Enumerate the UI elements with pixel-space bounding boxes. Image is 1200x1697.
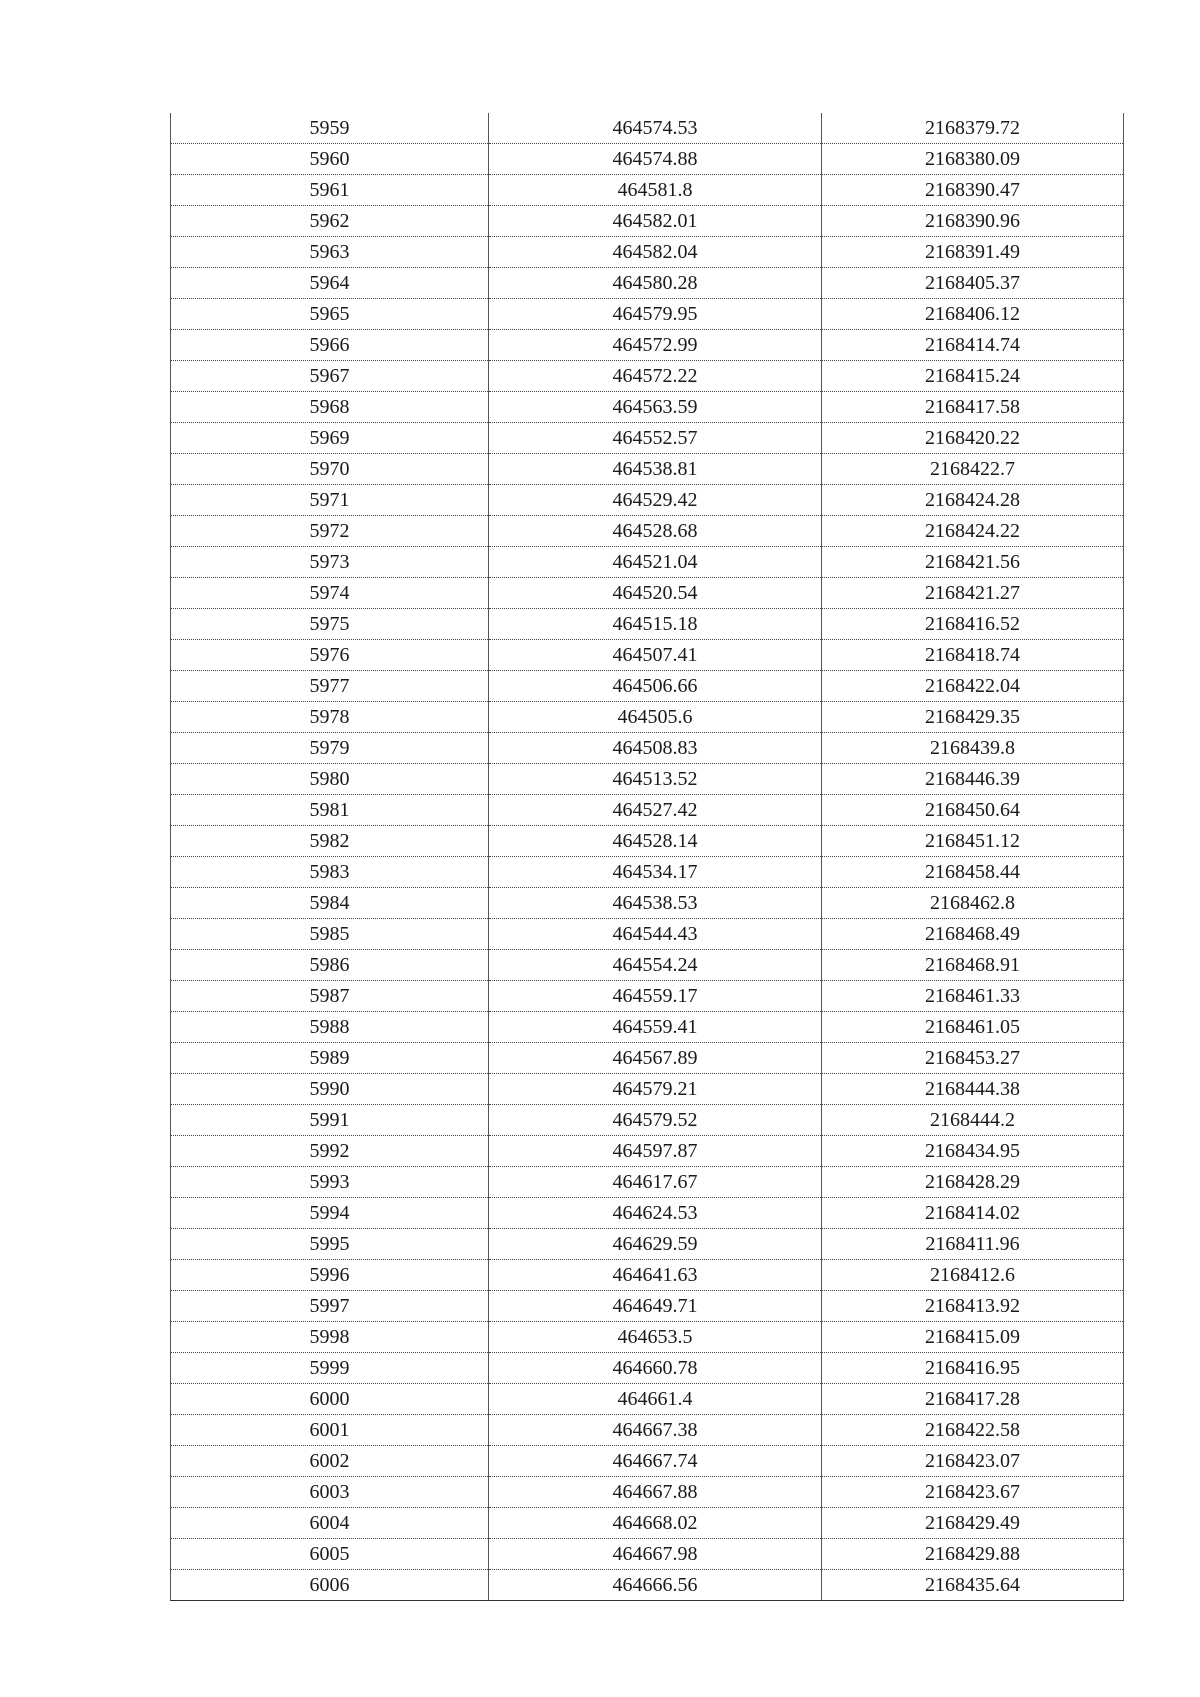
table-row xyxy=(171,733,1124,764)
point-number-cell: 5973 xyxy=(171,547,489,578)
y-coordinate-cell: 2168446.39 xyxy=(822,764,1124,795)
x-coordinate-cell: 464667.88 xyxy=(489,1477,822,1508)
table-row xyxy=(171,485,1124,516)
table-row xyxy=(171,206,1124,237)
table-row xyxy=(171,671,1124,702)
point-number-cell: 5981 xyxy=(171,795,489,826)
y-coordinate-cell: 2168412.6 xyxy=(822,1260,1124,1291)
x-coordinate-cell: 464554.24 xyxy=(489,950,822,981)
x-coordinate-cell: 464667.98 xyxy=(489,1539,822,1570)
y-coordinate-cell: 2168462.8 xyxy=(822,888,1124,919)
y-coordinate-cell: 2168453.27 xyxy=(822,1043,1124,1074)
table-row xyxy=(171,1136,1124,1167)
x-coordinate-cell: 464552.57 xyxy=(489,423,822,454)
point-number-cell: 5990 xyxy=(171,1074,489,1105)
table-row xyxy=(171,1012,1124,1043)
table-row xyxy=(171,1570,1124,1601)
y-coordinate-cell: 2168411.96 xyxy=(822,1229,1124,1260)
x-coordinate-cell: 464580.28 xyxy=(489,268,822,299)
point-number-cell: 5998 xyxy=(171,1322,489,1353)
y-coordinate-cell: 2168450.64 xyxy=(822,795,1124,826)
y-coordinate-cell: 2168420.22 xyxy=(822,423,1124,454)
x-coordinate-cell: 464508.83 xyxy=(489,733,822,764)
table-row xyxy=(171,454,1124,485)
x-coordinate-cell: 464559.41 xyxy=(489,1012,822,1043)
table-row xyxy=(171,299,1124,330)
y-coordinate-cell: 2168413.92 xyxy=(822,1291,1124,1322)
table-row xyxy=(171,516,1124,547)
y-coordinate-cell: 2168439.8 xyxy=(822,733,1124,764)
table-row xyxy=(171,981,1124,1012)
coordinate-table xyxy=(170,113,1124,1601)
point-number-cell: 5988 xyxy=(171,1012,489,1043)
y-coordinate-cell: 2168444.38 xyxy=(822,1074,1124,1105)
y-coordinate-cell: 2168379.72 xyxy=(822,113,1124,144)
table-row xyxy=(171,1105,1124,1136)
point-number-cell: 5993 xyxy=(171,1167,489,1198)
point-number-cell: 5983 xyxy=(171,857,489,888)
x-coordinate-cell: 464582.01 xyxy=(489,206,822,237)
y-coordinate-cell: 2168422.58 xyxy=(822,1415,1124,1446)
table-row xyxy=(171,1167,1124,1198)
x-coordinate-cell: 464563.59 xyxy=(489,392,822,423)
x-coordinate-cell: 464559.17 xyxy=(489,981,822,1012)
y-coordinate-cell: 2168417.28 xyxy=(822,1384,1124,1415)
point-number-cell: 5995 xyxy=(171,1229,489,1260)
table-row xyxy=(171,1260,1124,1291)
y-coordinate-cell: 2168468.91 xyxy=(822,950,1124,981)
x-coordinate-cell: 464579.52 xyxy=(489,1105,822,1136)
table-row xyxy=(171,144,1124,175)
table-row xyxy=(171,950,1124,981)
table-row xyxy=(171,578,1124,609)
table-row xyxy=(171,1291,1124,1322)
point-number-cell: 5969 xyxy=(171,423,489,454)
point-number-cell: 5967 xyxy=(171,361,489,392)
table-row xyxy=(171,609,1124,640)
table-row xyxy=(171,423,1124,454)
y-coordinate-cell: 2168405.37 xyxy=(822,268,1124,299)
y-coordinate-cell: 2168428.29 xyxy=(822,1167,1124,1198)
table-row xyxy=(171,268,1124,299)
table-row xyxy=(171,392,1124,423)
point-number-cell: 5959 xyxy=(171,113,489,144)
y-coordinate-cell: 2168422.04 xyxy=(822,671,1124,702)
x-coordinate-cell: 464579.95 xyxy=(489,299,822,330)
x-coordinate-cell: 464660.78 xyxy=(489,1353,822,1384)
table-row xyxy=(171,764,1124,795)
point-number-cell: 5987 xyxy=(171,981,489,1012)
table-row xyxy=(171,237,1124,268)
point-number-cell: 5996 xyxy=(171,1260,489,1291)
y-coordinate-cell: 2168423.67 xyxy=(822,1477,1124,1508)
x-coordinate-cell: 464641.63 xyxy=(489,1260,822,1291)
y-coordinate-cell: 2168424.28 xyxy=(822,485,1124,516)
point-number-cell: 6003 xyxy=(171,1477,489,1508)
x-coordinate-cell: 464661.4 xyxy=(489,1384,822,1415)
x-coordinate-cell: 464666.56 xyxy=(489,1570,822,1601)
x-coordinate-cell: 464668.02 xyxy=(489,1508,822,1539)
table-row xyxy=(171,1508,1124,1539)
point-number-cell: 5960 xyxy=(171,144,489,175)
y-coordinate-cell: 2168429.35 xyxy=(822,702,1124,733)
table-row xyxy=(171,1074,1124,1105)
y-coordinate-cell: 2168429.88 xyxy=(822,1539,1124,1570)
table-row xyxy=(171,1043,1124,1074)
y-coordinate-cell: 2168422.7 xyxy=(822,454,1124,485)
coordinate-table-body xyxy=(171,113,1124,1601)
table-row xyxy=(171,857,1124,888)
table-row xyxy=(171,175,1124,206)
y-coordinate-cell: 2168461.33 xyxy=(822,981,1124,1012)
y-coordinate-cell: 2168406.12 xyxy=(822,299,1124,330)
y-coordinate-cell: 2168390.47 xyxy=(822,175,1124,206)
y-coordinate-cell: 2168390.96 xyxy=(822,206,1124,237)
point-number-cell: 5980 xyxy=(171,764,489,795)
point-number-cell: 5985 xyxy=(171,919,489,950)
point-number-cell: 5963 xyxy=(171,237,489,268)
table-row xyxy=(171,1415,1124,1446)
x-coordinate-cell: 464521.04 xyxy=(489,547,822,578)
x-coordinate-cell: 464567.89 xyxy=(489,1043,822,1074)
table-row xyxy=(171,1384,1124,1415)
point-number-cell: 5984 xyxy=(171,888,489,919)
y-coordinate-cell: 2168414.74 xyxy=(822,330,1124,361)
point-number-cell: 5978 xyxy=(171,702,489,733)
point-number-cell: 5961 xyxy=(171,175,489,206)
y-coordinate-cell: 2168434.95 xyxy=(822,1136,1124,1167)
y-coordinate-cell: 2168421.27 xyxy=(822,578,1124,609)
point-number-cell: 5992 xyxy=(171,1136,489,1167)
y-coordinate-cell: 2168424.22 xyxy=(822,516,1124,547)
x-coordinate-cell: 464629.59 xyxy=(489,1229,822,1260)
y-coordinate-cell: 2168429.49 xyxy=(822,1508,1124,1539)
y-coordinate-cell: 2168391.49 xyxy=(822,237,1124,268)
y-coordinate-cell: 2168417.58 xyxy=(822,392,1124,423)
point-number-cell: 6006 xyxy=(171,1570,489,1601)
x-coordinate-cell: 464528.68 xyxy=(489,516,822,547)
table-row xyxy=(171,547,1124,578)
table-row xyxy=(171,1539,1124,1570)
x-coordinate-cell: 464624.53 xyxy=(489,1198,822,1229)
table-row xyxy=(171,1353,1124,1384)
point-number-cell: 5971 xyxy=(171,485,489,516)
point-number-cell: 6005 xyxy=(171,1539,489,1570)
y-coordinate-cell: 2168414.02 xyxy=(822,1198,1124,1229)
point-number-cell: 5997 xyxy=(171,1291,489,1322)
x-coordinate-cell: 464653.5 xyxy=(489,1322,822,1353)
point-number-cell: 5989 xyxy=(171,1043,489,1074)
table-row xyxy=(171,1446,1124,1477)
point-number-cell: 5974 xyxy=(171,578,489,609)
point-number-cell: 5964 xyxy=(171,268,489,299)
point-number-cell: 5975 xyxy=(171,609,489,640)
x-coordinate-cell: 464515.18 xyxy=(489,609,822,640)
point-number-cell: 5972 xyxy=(171,516,489,547)
table-row xyxy=(171,640,1124,671)
y-coordinate-cell: 2168416.52 xyxy=(822,609,1124,640)
y-coordinate-cell: 2168461.05 xyxy=(822,1012,1124,1043)
point-number-cell: 5965 xyxy=(171,299,489,330)
x-coordinate-cell: 464534.17 xyxy=(489,857,822,888)
point-number-cell: 5979 xyxy=(171,733,489,764)
y-coordinate-cell: 2168415.09 xyxy=(822,1322,1124,1353)
x-coordinate-cell: 464617.67 xyxy=(489,1167,822,1198)
point-number-cell: 5962 xyxy=(171,206,489,237)
y-coordinate-cell: 2168415.24 xyxy=(822,361,1124,392)
x-coordinate-cell: 464581.8 xyxy=(489,175,822,206)
point-number-cell: 6004 xyxy=(171,1508,489,1539)
table-row xyxy=(171,361,1124,392)
table-row xyxy=(171,1229,1124,1260)
table-row xyxy=(171,888,1124,919)
x-coordinate-cell: 464538.81 xyxy=(489,454,822,485)
point-number-cell: 5991 xyxy=(171,1105,489,1136)
table-row xyxy=(171,1198,1124,1229)
table-row xyxy=(171,1322,1124,1353)
y-coordinate-cell: 2168380.09 xyxy=(822,144,1124,175)
point-number-cell: 6001 xyxy=(171,1415,489,1446)
table-row xyxy=(171,1477,1124,1508)
table-row xyxy=(171,113,1124,144)
y-coordinate-cell: 2168444.2 xyxy=(822,1105,1124,1136)
point-number-cell: 5999 xyxy=(171,1353,489,1384)
x-coordinate-cell: 464667.38 xyxy=(489,1415,822,1446)
x-coordinate-cell: 464574.88 xyxy=(489,144,822,175)
y-coordinate-cell: 2168468.49 xyxy=(822,919,1124,950)
point-number-cell: 5968 xyxy=(171,392,489,423)
point-number-cell: 5976 xyxy=(171,640,489,671)
point-number-cell: 6000 xyxy=(171,1384,489,1415)
point-number-cell: 5982 xyxy=(171,826,489,857)
y-coordinate-cell: 2168421.56 xyxy=(822,547,1124,578)
x-coordinate-cell: 464572.99 xyxy=(489,330,822,361)
x-coordinate-cell: 464505.6 xyxy=(489,702,822,733)
x-coordinate-cell: 464528.14 xyxy=(489,826,822,857)
y-coordinate-cell: 2168451.12 xyxy=(822,826,1124,857)
x-coordinate-cell: 464529.42 xyxy=(489,485,822,516)
x-coordinate-cell: 464544.43 xyxy=(489,919,822,950)
x-coordinate-cell: 464582.04 xyxy=(489,237,822,268)
x-coordinate-cell: 464649.71 xyxy=(489,1291,822,1322)
point-number-cell: 5966 xyxy=(171,330,489,361)
table-row xyxy=(171,919,1124,950)
table-row xyxy=(171,702,1124,733)
x-coordinate-cell: 464574.53 xyxy=(489,113,822,144)
y-coordinate-cell: 2168458.44 xyxy=(822,857,1124,888)
x-coordinate-cell: 464520.54 xyxy=(489,578,822,609)
x-coordinate-cell: 464597.87 xyxy=(489,1136,822,1167)
table-row xyxy=(171,795,1124,826)
table-row xyxy=(171,826,1124,857)
x-coordinate-cell: 464572.22 xyxy=(489,361,822,392)
x-coordinate-cell: 464579.21 xyxy=(489,1074,822,1105)
y-coordinate-cell: 2168435.64 xyxy=(822,1570,1124,1601)
x-coordinate-cell: 464667.74 xyxy=(489,1446,822,1477)
x-coordinate-cell: 464507.41 xyxy=(489,640,822,671)
x-coordinate-cell: 464513.52 xyxy=(489,764,822,795)
y-coordinate-cell: 2168423.07 xyxy=(822,1446,1124,1477)
point-number-cell: 5986 xyxy=(171,950,489,981)
x-coordinate-cell: 464506.66 xyxy=(489,671,822,702)
x-coordinate-cell: 464527.42 xyxy=(489,795,822,826)
point-number-cell: 5994 xyxy=(171,1198,489,1229)
y-coordinate-cell: 2168418.74 xyxy=(822,640,1124,671)
point-number-cell: 5970 xyxy=(171,454,489,485)
point-number-cell: 5977 xyxy=(171,671,489,702)
y-coordinate-cell: 2168416.95 xyxy=(822,1353,1124,1384)
x-coordinate-cell: 464538.53 xyxy=(489,888,822,919)
table-row xyxy=(171,330,1124,361)
point-number-cell: 6002 xyxy=(171,1446,489,1477)
